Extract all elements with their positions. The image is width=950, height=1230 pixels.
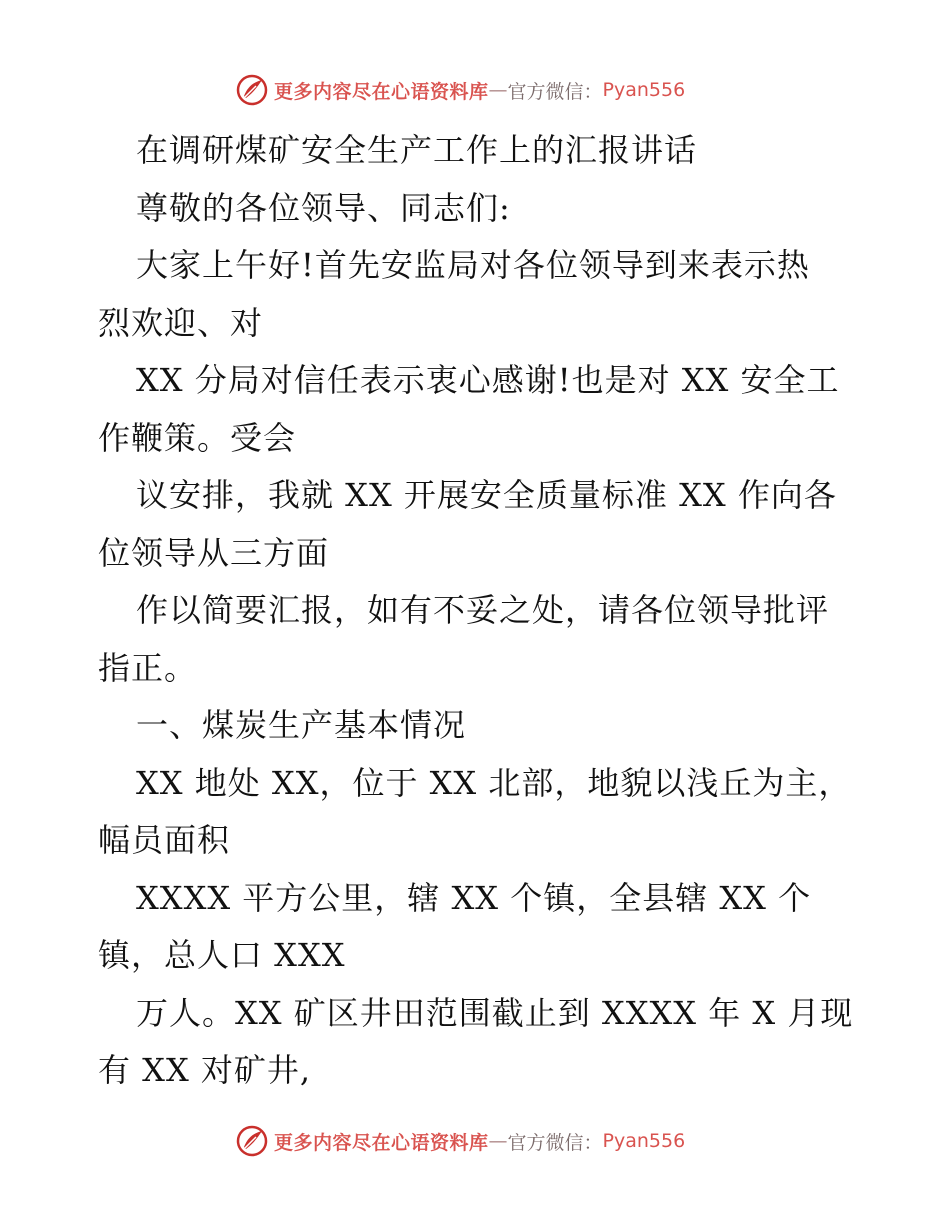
quill-pen-logo-icon	[236, 1125, 268, 1157]
watermark-wechat-label: 官方微信：	[507, 80, 603, 103]
paragraph-line: 大家上午好!首先安监局对各位领导到来表示热	[136, 246, 810, 284]
document-title: 在调研煤矿安全生产工作上的汇报讲话	[136, 131, 698, 169]
paragraph-line: XX 地处 XX，位于 XX 北部，地貌以浅丘为主，	[136, 763, 852, 802]
paragraph-line: 作以简要汇报，如有不妥之处，请各位领导批评	[136, 591, 830, 629]
paragraph-line: 作鞭策。受会	[98, 418, 297, 457]
watermark-text: 更多内容尽在心语资料库	[274, 1131, 489, 1154]
watermark-text: 更多内容尽在心语资料库	[274, 80, 489, 103]
paragraph-line: 指正。	[98, 648, 198, 687]
header-watermark	[236, 72, 685, 108]
watermark-wechat-label: 官方微信：	[507, 1131, 603, 1154]
paragraph-line: 位领导从三方面	[98, 533, 330, 572]
paragraph-line: 幅员面积	[98, 821, 231, 859]
watermark-dash: —	[488, 1130, 508, 1152]
document-body	[98, 122, 868, 1100]
watermark-wechat-id: Pyan556	[602, 79, 686, 101]
salutation: 尊敬的各位领导、同志们:	[136, 188, 511, 227]
paragraph-line: 烈欢迎、对	[98, 303, 264, 342]
footer-watermark	[236, 1123, 685, 1159]
section-heading: 一、煤炭生产基本情况	[136, 706, 467, 744]
watermark-dash: —	[488, 79, 508, 101]
paragraph-line: 镇，总人口 XXX	[98, 936, 346, 974]
paragraph-line: 有 XX 对矿井,	[98, 1051, 312, 1089]
paragraph-line: 议安排，我就 XX 开展安全质量标准 XX 作向各	[136, 476, 837, 514]
paragraph-line: XX 分局对信任表示衷心感谢!也是对 XX 安全工	[136, 361, 840, 399]
paragraph-line: 万人。XX 矿区井田范围截止到 XXXX 年 X 月现	[136, 993, 854, 1032]
paragraph-line: XXXX 平方公里，辖 XX 个镇，全县辖 XX 个	[136, 878, 812, 917]
watermark-wechat-id: Pyan556	[602, 1130, 686, 1152]
quill-pen-logo-icon	[236, 74, 268, 106]
